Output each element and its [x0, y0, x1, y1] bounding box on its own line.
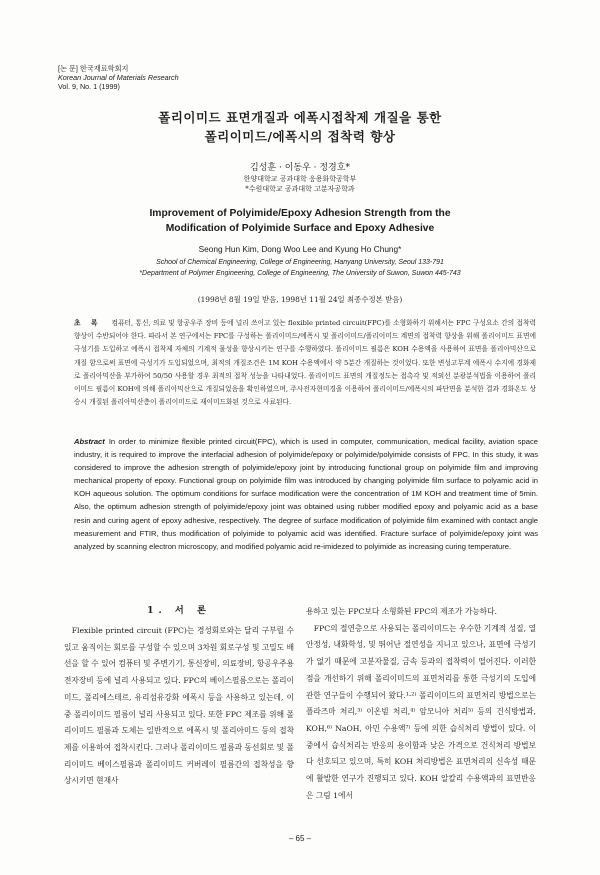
section-heading-introduction: 1. 서 론 — [147, 605, 211, 616]
title-english-line1: Improvement of Polyimide/Epoxy Adhesion Strength from the — [149, 208, 451, 219]
body-column-left — [64, 623, 294, 790]
title-korean — [0, 108, 600, 146]
body-column-right — [306, 604, 536, 804]
paragraph: 용하고 있는 FPC보다 소형화된 FPC의 제조가 가능하다. — [306, 607, 497, 616]
abstract-english — [74, 435, 538, 553]
paragraph: Flexible printed circuit (FPC)는 경성회로와는 달리 구부릴 수 있고 움직이는 회로를 구성할 수 있으며 3차원 회로구성 및 고밀도 배선을 할 수 있어 컴퓨터 및 주변기기, 통신장비, 의료장비, 항공우주용 전자장비 등에 널리 사용되고 있다. FPC의 베이스필름으로는 폴리이미드, 폴리에스테르, 유리섬유강화 에폭시 등을 사용하고 있는데, 이중 폴리이미드 필름이 널리 사용되고 있다. 또한 FPC 제조를 위해 폴리이미드 필름과 도체는 일반적으로 에폭시 및 폴리아미드 등의 접착제를 이용하여 접착시킨다. 그러나 폴리이미드 필름과 동선회로 및 폴리이미드 베이스필름과 폴리이미드 커버레이 필름간의 접착성을 향상시키면 현재사 — [64, 626, 294, 786]
affiliations-english — [0, 257, 600, 279]
abstract-korean-text: 컴퓨터, 통신, 의료 및 항공우주 장비 등에 널리 쓰이고 있는 flexible printed circuit(FPC)를 소형화하기 위해서는 FPC 구성요소 간의 접착력 향상이 수반되어야 한다. 따라서 본 연구에서는 FPC를 구성하는 폴리이미드/에폭시 및 폴리이미드/폴리이미드 계면의 접착력 향상을 위해 폴리이미드 표면에 극성기를 도입하고 에폭시 접착제 자체의 기계적 물성을 향상시키는 연구를 수행하였다. 폴리이미드 필름은 KOH 수용액을 사용하여 표면을 폴리아믹산으로 개질 함으로써 표면에 극성기가 도입되었으며, 최적의 개질조건은 1M KOH 수용액에서 약 5분간 개질하는 것이었다. 또한 변성고무계 에폭시 수지에 경화제로 폴리아믹산을 부가하여 50/50 사용할 경우 최적의 접착 성능을 나타내었다. 폴리이미드 표면의 개질정도는 접촉각 및 적외선 분광분석법을 이용하여 폴리이미드 필름이 KOH에 의해 폴리아믹산으로 개질되었음을 확인하였으며, 주사전자현미경을 이용하여 폴리이미드/에폭시의 파단면을 분석한 결과 경화온도 상승시 개질된 폴리아믹산층이 폴리이미드로 재이미드화된 것으로 사료된다. — [74, 319, 536, 407]
abstract-korean — [74, 317, 536, 409]
affiliation-english-line2: *Department of Polymer Engineering, College of Engineering, The University of Suwon, Suwon 445-743 — [139, 270, 461, 277]
paragraph: FPC의 절연층으로 사용되는 폴리이미드는 우수한 기계적 성질, 열안정성, 내화학성, 및 뛰어난 절연성을 지니고 있으나, 표면에 극성기가 없기 때문에 고분자물질, 금속 등과의 접착력이 떨어진다. 이러한 점을 개선하기 위해 폴리이미드의 표면처리를 통한 극성기의 도입에 관한 연구들이 수행되어 왔다.¹·²⁾ 폴리이미드의 표면처리 방법으로는 플라즈마 처리,³⁾ 이온빔 처리,⁴⁾ 암모니아 처리⁵⁾ 등의 건식방법과, KOH,⁶⁾ NaOH, 아민 수용액⁷⁾ 등에 의한 습식처리 방법이 있다. 이중에서 습식처리는 반응의 용이함과 낮은 가격으로 건식처리 방법보다 선호되고 있으며, 특히 KOH 처리방법은 표면처리의 신속성 때문에 활발한 연구가 진행되고 있다. KOH 알칼리 수용액과의 표면반응은 그림 1에서 — [306, 623, 536, 800]
journal-header-line3: Vol. 9, No. 1 (1999) — [58, 82, 120, 91]
title-english-line2: Modification of Polyimide Surface and Epoxy Adhesive — [165, 223, 435, 234]
title-korean-line1: 폴리이미드 표면개질과 에폭시접착제 개질을 통한 — [158, 110, 442, 125]
received-dates: (1998년 8월 19일 받음, 1998년 11월 24일 최종수정본 받음) — [197, 295, 403, 304]
affiliation-english-line1: School of Chemical Engineering, College of Engineering, Hanyang University, Seoul 133-791 — [156, 259, 444, 266]
abstract-english-label: Abstract — [74, 437, 105, 446]
affiliation-korean-line2: *수원대학교 공과대학 고분자공학과 — [245, 185, 355, 193]
page-number: – 65 – — [288, 834, 312, 843]
authors-english: Seong Hun Kim, Dong Woo Lee and Kyung Ho Chung* — [198, 244, 402, 254]
title-english — [0, 206, 600, 236]
affiliation-korean-line1: 한양대학교 공과대학 응용화학공학부 — [243, 175, 357, 183]
title-korean-line2: 폴리이미드/에폭시의 접착력 향상 — [204, 129, 396, 144]
abstract-english-text: In order to minimize flexible printed circuit(FPC), which is used in computer, communication, medical facility, aviation space industry, it is required to improve the interfacial adhesion of polyimide/epoxy or polyimide/polyimide consists of FPC. In this study, it was considered to improve the adhesion strength of polyimide/epoxy joint by introducing functional group on polyimide film and improving mechanical property of epoxy. Functional group on polyimide film was introduced by changing polyimide film surface to polyamic acid in KOH aqueous solution. The optimum conditions for surface modification were the concentration of 1M KOH and treatment time of 5min. Also, the optimum adhesion strength of polyimide/epoxy joint was obtained using rubber modified epoxy and polyamic acid as a base resin and curing agent of epoxy adhesive, respectively. The degree of surface modification of polyimide film examined with contact angle measurement and FTIR, thus modification of polyimide to polyamic acid was identified. Fracture surface of polyimide/epoxy joint was analyzed by scanning electron microscopy, and modified polyamic acid re-imidezed to polyimide as increasing curing temperature. — [74, 437, 538, 551]
journal-header-line2: Korean Journal of Materials Research — [58, 73, 179, 82]
authors-korean: 김성훈 · 이동우 · 정경호* — [250, 163, 350, 173]
abstract-korean-label: 초 록 — [74, 319, 102, 327]
journal-header — [58, 64, 179, 91]
affiliations-korean — [0, 174, 600, 194]
journal-header-line1: [논 문] 한국재료학회지 — [58, 64, 129, 73]
